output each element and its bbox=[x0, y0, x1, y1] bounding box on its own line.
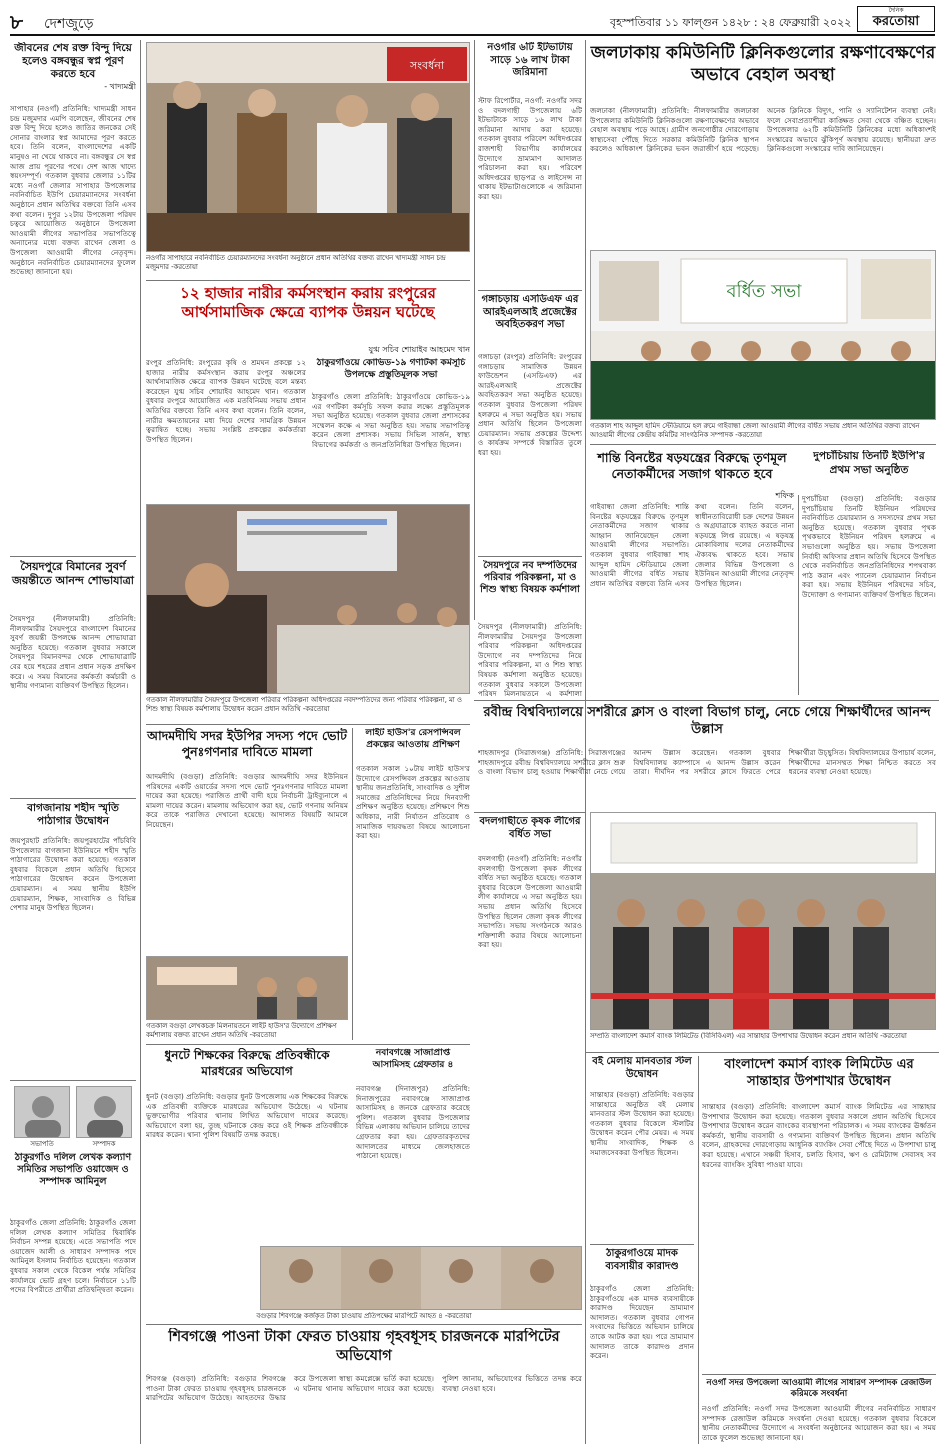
photo-bank-inauguration bbox=[590, 812, 936, 1030]
portrait-icon bbox=[15, 1087, 70, 1138]
photo-p2-caption: গতকাল নীলফামারীর সৈয়দপুরে উপজেলা পরিবার পরিকল্পনা অধিদপ্তরের নবদম্পতিদের জন্য পরিবার পরিকল্পনা, মা ও শিশু স্বাস্থ্য বিষয়ক কর্মশালায় উদ্বোধন করেন প্রধান অতিথি -করতোয়া bbox=[146, 696, 462, 713]
article-a11-headline: শান্তি বিনষ্টের ষড়যন্ত্রের বিরুদ্ধে তৃণমূল নেতাকর্মীদের সজাগ থাকতে হবে bbox=[597, 450, 787, 481]
article-a7-headline-box bbox=[478, 42, 582, 94]
article-a21-body: সান্তাহার (বগুড়া) প্রতিনিধি: বাংলাদেশ কমার্স ব্যাংক লিমিটেড এর সান্তাহার উপশাখার উদ্বোধন করা হয়েছে। গতকাল বুধবার সকালে প্রধান অতিথি হিসেবে উপশাখার উদ্বোধন করেন ব্যাংকের ব্যবস্থাপনা পরিচালক। এ সময় ব্যাংকের ঊর্ধ্বতন কর্মকর্তা, স্থানীয় ব্যবসায়ী ও গণ্যমান্য ব্যক্তিবর্গ উপস্থিত ছিলেন। প্রধান অতিথি বলেন, গ্রাহকদের দোরগোড়ায় আধুনিক ব্যাংকিং সেবা পৌঁছে দিতে এ উপশাখা চালু করা হয়েছে। এখানে সঞ্চয়ী হিসাব, চলতি হিসাব, ঋণ ও রেমিট্যান্স সেবাসহ সব ধরনের ব্যাংকিং সুবিধা পাওয়া যাবে। bbox=[702, 1102, 936, 1169]
article-a14-body: বদলগাছী (নওগাঁ) প্রতিনিধি: নওগাঁর বদলগাছী উপজেলা কৃষক লীগের বর্ধিত সভা অনুষ্ঠিত হয়েছে। গতকাল বুধবার বিকেলে উপজেলা আওয়ামী লীগ কার্যালয়ে এ সভা অনুষ্ঠিত হয়। সভায় প্রধান অতিথি হিসেবে উপস্থিত ছিলেন জেলা কৃষক লীগের সভাপতি। সভায় সংগঠনকে আরও শক্তিশালী করার বিষয়ে আলোচনা করা হয়। bbox=[478, 854, 582, 950]
article-a5-headline-box bbox=[146, 284, 470, 342]
article-a9-body: সৈয়দপুর (নীলফামারী) প্রতিনিধি: নীলফামারীর সৈয়দপুর উপজেলা পরিবার পরিকল্পনা অধিদপ্তরের উদ্যোগে নব দম্পতিদের নিয়ে পরিবার পরিকল্পনা, মা ও শিশু স্বাস্থ্য বিষয়ক কর্মশালা অনুষ্ঠিত হয়েছে। গতকাল বুধবার সকালে উপজেলা পরিষদ মিলনায়তনে এ কর্মশালা bbox=[478, 622, 582, 698]
photo-p3-caption: গতকাল বগুড়া লেখকচক্র মিলনায়তনে লাইট হাউস'র উদ্যোগে প্রশিক্ষণ কর্মশালায় বক্তব্য রাখেন প্রধান অতিথি -করতোয়া bbox=[146, 1022, 337, 1039]
article-a17-headline-box bbox=[146, 1048, 348, 1090]
article-a1-headline-box bbox=[10, 42, 136, 104]
article-a22-headline-box bbox=[590, 1248, 694, 1282]
article-a16-headline: লাইট হাউস'র রেসপন্সিবল প্রকল্পের আওতায় প্রশিক্ষণ bbox=[365, 728, 461, 750]
article-a23-headline: নওগাঁ সদর উপজেলা আওয়ামী লীগের সাধারণ সম্পাদক রেজাউল করিমকে সংবর্ধনা bbox=[706, 1378, 932, 1399]
article-a5-body: রংপুর প্রতিনিধি: রংপুরের কৃষি ও শ্রমঘন প্রকল্পে ১২ হাজার নারীর কর্মসংস্থান করায় রংপুর অঞ্চলের আর্থসামাজিক ক্ষেত্রে ব্যাপক উন্নয়ন ঘটেছে বলে মন্তব্য করেছেন যুগ্ম সচিব শোয়াইব আহমেদ খান। গতকাল বুধবার রংপুরে আয়োজিত এক মতবিনিময় সভায় প্রধান অতিথির বক্তব্যে তিনি এসব কথা বলেন। তিনি বলেন, নারীর ক্ষমতায়নের মধ্য দিয়ে দেশের সামগ্রিক উন্নয়ন ত্বরান্বিত হচ্ছে। সভায় সংশ্লিষ্ট প্রকল্পের কর্মকর্তারা উপস্থিত ছিলেন। bbox=[146, 358, 306, 444]
article-a2-headline: সৈয়দপুরে বিমানের সুবর্ণ জয়ন্তীতে আনন্দ শোভাযাত্রা bbox=[12, 560, 134, 587]
article-a2-headline-box bbox=[10, 560, 136, 612]
article-a22-body: ঠাকুরগাঁও জেলা প্রতিনিধি: ঠাকুরগাঁওয়ে এক মাদক ব্যবসায়ীকে কারাদণ্ড দিয়েছেন ভ্রাম্যমাণ আদালত। গতকাল বুধবার গোপন সংবাদের ভিত্তিতে অভিযান চালিয়ে তাকে আটক করা হয়। পরে ভ্রাম্যমাণ আদালত তাকে কারাদণ্ড প্রদান করেন। bbox=[590, 1284, 694, 1361]
article-a10-headline-box bbox=[590, 42, 936, 102]
article-a11-headline-box bbox=[590, 450, 794, 490]
article-a6-headline: ঠাকুরগাঁওয়ে কোভিড-১৯ গণটিকা কর্মসূচি উপলক্ষে প্রস্তুতিমূলক সভা bbox=[316, 358, 466, 380]
article-a16-body: গতকাল সকাল ১০টায় লাইট হাউস'র উদ্যোগে রেসপন্সিবল প্রকল্পের আওতায় স্থানীয় জনপ্রতিনিধি, সাংবাদিক ও সুশীল সমাজের প্রতিনিধিদের নিয়ে দিনব্যাপী প্রশিক্ষণ অনুষ্ঠিত হয়েছে। প্রশিক্ষণে শিশু অধিকার, নারী নির্যাতন প্রতিরোধ ও সামাজিক দায়বদ্ধতা বিষয়ে আলোচনা করা হয়। bbox=[356, 764, 470, 841]
event-banner-text: সংবর্ধনা bbox=[409, 59, 445, 72]
photo-caption-secretary: সম্পাদক bbox=[92, 1140, 116, 1148]
article-a5-headline: ১২ হাজার নারীর কর্মসংস্থান করায় রংপুরের আর্থসামাজিক ক্ষেত্রে ব্যাপক উন্নয়ন ঘটেছে bbox=[180, 284, 436, 321]
bank-photo-icon bbox=[591, 813, 936, 1030]
photo-extended-meeting bbox=[590, 250, 936, 420]
article-a9-headline: সৈয়দপুরে নব দম্পতিদের পরিবার পরিকল্পনা, মা ও শিশু স্বাস্থ্য বিষয়ক কর্মশালা bbox=[480, 560, 580, 595]
article-a18-headline-box bbox=[356, 1048, 470, 1082]
photo-p6-caption: সম্প্রতি বাংলাদেশ কমার্স ব্যাংক লিমিটেড (বিসিবিএল) এর সান্তাহার উপশাখার উদ্বোধন করেন প্রধান অতিথি -করতোয়া bbox=[590, 1032, 907, 1040]
newspaper-logo bbox=[857, 6, 935, 32]
photo-lighthouse-training bbox=[146, 956, 348, 1020]
article-a3-body: জয়পুরহাট প্রতিনিধি: জয়পুরহাটের পাঁচবিবি উপজেলার বাগজানা ইউনিয়নে শহীদ স্মৃতি পাঠাগারের উদ্বোধন করা হয়েছে। গতকাল বুধবার বিকেলে প্রধান অতিথি হিসেবে পাঠাগারের উদ্বোধন করেন উপজেলা চেয়ারম্যান। এ সময় স্থানীয় ইউপি চেয়ারম্যান, শিক্ষক, সাংবাদিক ও বিভিন্ন পেশার মানুষ উপস্থিত ছিলেন। bbox=[10, 836, 136, 913]
article-a14-headline-box bbox=[478, 816, 582, 852]
article-a9-headline-box bbox=[478, 560, 582, 620]
article-a1-sub: - খাদ্যমন্ত্রী bbox=[104, 82, 136, 91]
photo-p4-caption: বগুড়ার শিবগঞ্জে কর্জকৃত টাকা চাওয়ায় প্রতিপক্ষের মারপিটে আহত ৪ -করতোয়া bbox=[256, 1312, 472, 1320]
article-a13-headline-box bbox=[478, 704, 936, 746]
article-a13-body: শাহজাদপুর (সিরাজগঞ্জ) প্রতিনিধি: সিরাজগঞ্জের শাহজাদপুরে রবীন্দ্র বিশ্ববিদ্যালয়ে সশরীরে ক্লাস শুরু ও বাংলা বিভাগ চালু হওয়ায় শিক্ষার্থীরা নেচে গেয়ে আনন্দ উল্লাস করেছেন। গতকাল বুধবার বিশ্ববিদ্যালয় ক্যাম্পাসে এ আনন্দ উল্লাস করেন তারা। দীর্ঘদিন পর সশরীরে ক্লাসে ফিরতে পেরে শিক্ষার্থীরা উচ্ছ্বসিত। বিশ্ববিদ্যালয়ের উপাচার্য বলেন, শিক্ষার্থীদের মানসম্মত শিক্ষা নিশ্চিত করতে সব ধরনের ব্যবস্থা নেওয়া হয়েছে। bbox=[478, 748, 936, 777]
section-name: দেশজুড়ে bbox=[44, 16, 94, 32]
article-a18-headline: নবাবগঞ্জে সাজাপ্রাপ্ত আসামিসহ গ্রেফতার ৪ bbox=[372, 1048, 454, 1070]
article-a13-headline: রবীন্দ্র বিশ্ববিদ্যালয়ে সশরীরে ক্লাস ও বাংলা বিভাগ চালু, নেচে গেয়ে শিক্ষার্থীদের আনন্দ উল্লাস bbox=[483, 705, 931, 737]
article-a14-headline: বদলগাছীতে কৃষক লীগের বর্ধিত সভা bbox=[479, 816, 581, 840]
article-a12-headline: দুপচাঁচিয়ায় তিনটি ইউপি'র প্রথম সভা অনুষ্ঠিত bbox=[813, 450, 925, 476]
article-a15-headline-box bbox=[146, 728, 348, 770]
workshop-photo-icon bbox=[147, 505, 470, 694]
article-a3-headline-box bbox=[10, 802, 136, 834]
article-a7-headline: নওগাঁর ৬টি ইটভাটায় সাড়ে ১৬ লাখ টাকা জরিমানা bbox=[487, 42, 573, 78]
article-a7-body: স্টাফ রিপোর্টার, নওগাঁ: নওগাঁর সদর ও বদলগাছী উপজেলায় ৬টি ইটভাটাকে সাড়ে ১৬ লাখ টাকা জরিমানা আদায় করা হয়েছে। গতকাল বুধবার পরিবেশ অধিদপ্তরের রাজশাহী বিভাগীয় কার্যালয়ের উদ্যোগে ভ্রাম্যমাণ আদালত পরিচালনা করা হয়। পরিবেশ অধিদপ্তরের ছাড়পত্র ও লাইসেন্স না থাকায় ইটভাটাগুলোকে এ জরিমানা করা হয়। bbox=[478, 96, 582, 201]
article-a10-headline: জলঢাকায় কমিউনিটি ক্লিনিকগুলোর রক্ষণাবেক্ষণের অভাবে বেহাল অবস্থা bbox=[590, 43, 936, 85]
article-a18-body: নবাবগঞ্জ (দিনাজপুর) প্রতিনিধি: দিনাজপুরের নবাবগঞ্জে সাজাপ্রাপ্ত আসামিসহ ৪ জনকে গ্রেফতার করেছে পুলিশ। গতকাল বুধবার উপজেলার বিভিন্ন এলাকায় অভিযান চালিয়ে তাদের গ্রেফতার করা হয়। গ্রেফতারকৃতদের আদালতের মাধ্যমে জেলহাজতে পাঠানো হয়েছে। bbox=[356, 1084, 470, 1161]
article-a1-body: সাপাহার (নওগাঁ) প্রতিনিধি: খাদ্যমন্ত্রী সাধন চন্দ্র মজুমদার এমপি বলেছেন, জীবনের শেষ রক্ত বিন্দু দিয়ে হলেও জাতির জনকের সেই সোনার বাংলার স্বপ্ন আমাদের পূরণ করতে হবে। তিনি বলেন, বাংলাদেশের একটি মানুষও না খেয়ে থাকবে না। বঙ্গবন্ধুর সে স্বপ্ন আজ প্রায় পূরণের পথে। দেশ আজ খাদ্যে স্বয়ংসম্পূর্ণ। গতকাল বুধবার জেলার ১১টির মধ্যে নওগাঁ জেলার সাপাহার উপজেলার নবনির্বাচিত ইউপি চেয়ারম্যানদের সংবর্ধনা অনুষ্ঠানে প্রধান অতিথির বক্তব্যে তিনি এসব কথা বলেন। দুপুর ১২টায় উপজেলা পরিষদ চত্বরে আয়োজিত অনুষ্ঠানে উপজেলা আওয়ামী লীগের সভাপতির সভাপতিত্বে অন্যান্যের মধ্যে বক্তব্য রাখেন জেলা ও উপজেলা আওয়ামী লীগের নেতৃবৃন্দ। অনুষ্ঠানে নবনির্বাচিত চেয়ারম্যানদের ফুলেল শুভেচ্ছা জানানো হয়। bbox=[10, 104, 136, 277]
article-a8-headline: গঙ্গাচড়ায় এসডিএফ এর আরইএলআই প্রজেক্টের অবহিতকরণ সভা bbox=[481, 294, 579, 330]
portrait-icon bbox=[77, 1087, 132, 1138]
article-a6-body: ঠাকুরগাঁও জেলা প্রতিনিধি: ঠাকুরগাঁওয়ে কোভিড-১৯ এর গণটিকা কর্মসূচি সফল করার লক্ষ্যে প্রস্তুতিমূলক সভা অনুষ্ঠিত হয়েছে। গতকাল বুধবার জেলা প্রশাসকের সম্মেলন কক্ষে এ সভা অনুষ্ঠিত হয়। সভায় সভাপতিত্ব করেন জেলা প্রশাসক। সভায় সিভিল সার্জন, স্বাস্থ্য বিভাগের কর্মকর্তা ও জনপ্রতিনিধিরা উপস্থিত ছিলেন। bbox=[312, 392, 470, 449]
article-a10-body: জলঢাকা (নীলফামারী) প্রতিনিধি: নীলফামারীর জলঢাকা উপজেলার কমিউনিটি ক্লিনিকগুলো রক্ষণাবেক্ষণের অভাবে বেহাল অবস্থায় পড়ে আছে। গ্রামীণ জনগোষ্ঠীর দোরগোড়ায় স্বাস্থ্যসেবা পৌঁছে দিতে সরকার কমিউনিটি ক্লিনিক স্থাপন করলেও অধিকাংশ ক্লিনিকের ভবন জরাজীর্ণ হয়ে পড়েছে। অনেক ক্লিনিকে বিদ্যুৎ, পানি ও স্যানিটেশন ব্যবস্থা নেই। ফলে সেবাপ্রত্যাশীরা কাঙ্ক্ষিত সেবা থেকে বঞ্চিত হচ্ছেন। উপজেলার ৬২টি কমিউনিটি ক্লিনিকের মধ্যে অধিকাংশই সংস্কারের অভাবে ঝুঁকিপূর্ণ অবস্থায় রয়েছে। স্থানীয়রা দ্রুত ক্লিনিকগুলো সংস্কারের দাবি জানিয়েছেন। bbox=[590, 106, 936, 154]
article-a17-headline: ধুনটে শিক্ষকের বিরুদ্ধে প্রতিবন্ধীকে মারধরের অভিযোগ bbox=[164, 1048, 330, 1078]
article-a3-headline: বাগজানায় শহীদ স্মৃতি পাঠাগার উদ্বোধন bbox=[27, 802, 119, 827]
article-a8-body: গঙ্গাচড়া (রংপুর) প্রতিনিধি: রংপুরের গঙ্গাচড়ায় সামাজিক উন্নয়ন ফাউন্ডেশন (এসডিএফ) এর আরইএলআই প্রজেক্টের অবহিতকরণ সভা অনুষ্ঠিত হয়েছে। গতকাল বুধবার উপজেলা পরিষদ হলরুমে এ সভা অনুষ্ঠিত হয়। সভায় প্রধান অতিথি ছিলেন উপজেলা চেয়ারম্যান। সভায় প্রকল্পের উদ্দেশ্য ও কার্যক্রম সম্পর্কে বিস্তারিত তুলে ধরা হয়। bbox=[478, 352, 582, 457]
article-a4-headline-box bbox=[10, 1152, 136, 1216]
article-a22-headline: ঠাকুরগাঁওয়ে মাদক ব্যবসায়ীর কারাদণ্ড bbox=[605, 1248, 679, 1272]
article-a20-body: সান্তাহার (বগুড়া) প্রতিনিধি: বগুড়ার সান্তাহারে অনুষ্ঠিত বই মেলায় মানবতার স্টল উদ্বোধন করা হয়েছে। গতকাল বুধবার বিকেলে স্টলটির উদ্বোধন করেন পৌর মেয়র। এ সময় স্থানীয় সাংবাদিক, শিক্ষক ও সমাজসেবকরা উপস্থিত ছিলেন। bbox=[590, 1090, 694, 1157]
photo-workshop bbox=[146, 504, 470, 694]
training-photo-icon bbox=[147, 957, 348, 1020]
logo-big: করতোয়া bbox=[872, 14, 920, 29]
page-number: ৮ bbox=[10, 10, 23, 34]
injured-photo-icon bbox=[261, 1247, 582, 1310]
article-a15-headline: আদমদীঘি সদর ইউপির সদস্য পদে ভোট পুনঃগণনার দাবিতে মামলা bbox=[147, 728, 347, 759]
article-a19-headline-box bbox=[146, 1328, 582, 1372]
article-a4-headline: ঠাকুরগাঁও দলিল লেখক কল্যাণ সমিতির সভাপতি ওয়াজেদ ও সম্পাদক আমিনুল bbox=[14, 1152, 132, 1187]
article-a19-headline: শিবগঞ্জে পাওনা টাকা ফেরত চাওয়ায় গৃহবধূসহ চারজনকে মারপিটের অভিযোগ bbox=[168, 1329, 560, 1364]
article-a20-headline: বই মেলায় মানবতার স্টল উদ্বোধন bbox=[592, 1056, 692, 1080]
photo-shibganj-injured bbox=[260, 1246, 582, 1310]
issue-date: বৃহস্পতিবার ১১ ফাল্গুন ১৪২৮ : ২৪ ফেব্রুয়ারী ২০২২ bbox=[610, 16, 852, 29]
article-a8-headline-box bbox=[478, 294, 582, 350]
article-a11-body: গাইবান্ধা জেলা প্রতিনিধি: শান্তি বিনষ্টের ষড়যন্ত্রের বিরুদ্ধে তৃণমূল নেতাকর্মীদের সজাগ থাকার আহ্বান জানিয়েছেন জেলা আওয়ামী লীগের সভাপতি। গতকাল বুধবার গাইবান্ধা শাহ আব্দুল হামিদ স্টেডিয়ামে জেলা আওয়ামী লীগের বর্ধিত সভায় প্রধান অতিথির বক্তব্যে তিনি এসব কথা বলেন। তিনি বলেন, স্বাধীনতাবিরোধী চক্র দেশের উন্নয়ন ও অগ্রযাত্রাকে ব্যাহত করতে নানা ষড়যন্ত্রে লিপ্ত রয়েছে। এ ষড়যন্ত্র মোকাবিলায় দলের নেতাকর্মীদের ঐক্যবদ্ধ থাকতে হবে। সভায় জেলার বিভিন্ন উপজেলা ও ইউনিয়ন আওয়ামী লীগের নেতৃবৃন্দ উপস্থিত ছিলেন। bbox=[590, 502, 794, 588]
article-a16-headline-box bbox=[356, 728, 470, 762]
article-a12-headline-box bbox=[802, 450, 936, 492]
article-a11-sub: শফিক bbox=[775, 491, 794, 500]
photo-president bbox=[14, 1086, 70, 1138]
article-a5-sub: যুগ্ম সচিব শোয়াইব আহমেদ খান bbox=[368, 345, 470, 354]
article-a23-body: নওগাঁ প্রতিনিধি: নওগাঁ সদর উপজেলা আওয়ামী লীগের নবনির্বাচিত সাধারণ সম্পাদক রেজাউল করিমকে সংবর্ধনা দেওয়া হয়েছে। গতকাল বুধবার বিকেলে স্থানীয় নেতাকর্মীদের উদ্যোগে এ সংবর্ধনা অনুষ্ঠানের আয়োজন করা হয়। এ সময় তাকে ফুলেল শুভেচ্ছা জানানো হয়। bbox=[702, 1404, 936, 1442]
event-photo-icon bbox=[147, 43, 470, 252]
photo-p5-caption: গতকাল শাহ আব্দুল হামিদ স্টেডিয়ামে হল রুমে গাইবান্ধা জেলা আওয়ামী লীগের বর্ধিত সভায় প্রধান অতিথির বক্তব্য রাখেন আওয়ামী লীগের কেন্দ্রীয় কমিটির সাংগঠনিক সম্পাদক -করতোয়া bbox=[590, 422, 920, 439]
article-a17-body: ধুনট (বগুড়া) প্রতিনিধি: বগুড়ার ধুনট উপজেলায় এক শিক্ষকের বিরুদ্ধে এক প্রতিবন্ধী ব্যক্তিকে মারধরের অভিযোগ উঠেছে। এ ঘটনায় ভুক্তভোগীর পরিবার থানায় লিখিত অভিযোগ দায়ের করেছে। অভিযোগে বলা হয়, তুচ্ছ ঘটনাকে কেন্দ্র করে ওই শিক্ষক প্রতিবন্ধীকে মারধর করেন। থানা পুলিশ বিষয়টি তদন্ত করছে। bbox=[146, 1092, 348, 1140]
page-header bbox=[10, 6, 935, 36]
meeting-photo-icon bbox=[591, 251, 936, 420]
article-a1-headline: জীবনের শেষ রক্ত বিন্দু দিয়ে হলেও বঙ্গবন্ধুর স্বপ্ন পূরণ করতে হবে bbox=[14, 42, 132, 80]
article-a21-headline: বাংলাদেশ কমার্স ব্যাংক লিমিটেড এর সান্তাহার উপশাখার উদ্বোধন bbox=[724, 1057, 914, 1089]
photo-secretary bbox=[76, 1086, 132, 1138]
article-a23-headline-box bbox=[702, 1378, 936, 1402]
article-a15-body: আদমদীঘি (বগুড়া) প্রতিনিধি: বগুড়ার আদমদীঘি সদর ইউনিয়ন পরিষদের একটি ওয়ার্ডের সদস্য পদে ভোট পুনঃগণনার দাবিতে মামলা দায়ের করা হয়েছে। পরাজিত প্রার্থী বাদী হয়ে নির্বাচনী ট্রাইব্যুনালে এ মামলা দায়ের করেন। মামলায় অভিযোগ করা হয়, ভোট গণনায় অনিয়ম করে তাকে পরাজিত দেখানো হয়েছে। আদালত বিষয়টি আমলে নিয়েছেন। bbox=[146, 772, 348, 829]
photo-p1-caption: নওগাঁর সাপাহারে নবনির্বাচিত চেয়ারম্যানদের সংবর্ধনা অনুষ্ঠানে প্রধান অতিথির বক্তব্য রাখেন খাদ্যমন্ত্রী সাধন চন্দ্র মজুমদার -করতোয়া bbox=[146, 254, 446, 271]
article-a6-headline-box bbox=[312, 358, 470, 390]
article-a4-body: ঠাকুরগাঁও জেলা প্রতিনিধি: ঠাকুরগাঁও জেলা দলিল লেখক কল্যাণ সমিতির দ্বিবার্ষিক নির্বাচন সম্পন্ন হয়েছে। এতে সভাপতি পদে ওয়াজেদ আলী ও সাধারণ সম্পাদক পদে আমিনুল ইসলাম নির্বাচিত হয়েছেন। গতকাল বুধবার সকাল থেকে বিকেল পর্যন্ত সমিতির কার্যালয়ে ভোট গ্রহণ চলে। নির্বাচনে ১১টি পদের বিপরীতে প্রার্থীরা প্রতিদ্বন্দ্বিতা করেন। bbox=[10, 1218, 136, 1295]
article-a2-body: সৈয়দপুর (নীলফামারী) প্রতিনিধি: নীলফামারীর সৈয়দপুরে বাংলাদেশ বিমানের সুবর্ণ জয়ন্তী উপলক্ষে আনন্দ শোভাযাত্রা অনুষ্ঠিত হয়েছে। গতকাল বুধবার সকালে সৈয়দপুর বিমানবন্দর থেকে শোভাযাত্রাটি বের হয়ে শহরের প্রধান প্রধান সড়ক প্রদক্ষিণ করে। এ সময় বিমানের কর্মকর্তা কর্মচারী ও স্থানীয় গণ্যমান্য ব্যক্তিবর্গ উপস্থিত ছিলেন। bbox=[10, 614, 136, 691]
article-a12-body: দুপচাঁচিয়া (বগুড়া) প্রতিনিধি: বগুড়ার দুপচাঁচিয়ায় তিনটি ইউনিয়ন পরিষদের নবনির্বাচিত চেয়ারম্যান ও সদস্যদের প্রথম সভা অনুষ্ঠিত হয়েছে। গতকাল বুধবার পৃথক পৃথকভাবে ইউনিয়ন পরিষদ হলরুমে এ সভাগুলো অনুষ্ঠিত হয়। সভায় উপজেলা নির্বাহী অফিসার প্রধান অতিথি হিসেবে উপস্থিত থেকে নবনির্বাচিত জনপ্রতিনিধিদের শপথবাক্য পাঠ করান এবং প্যানেল চেয়ারম্যান নির্বাচন করা হয়। সভায় ইউনিয়ন পরিষদের সচিব, উদ্যোক্তা ও গণ্যমান্য ব্যক্তিবর্গ উপস্থিত ছিলেন। bbox=[802, 494, 936, 599]
photo-reception-event bbox=[146, 42, 470, 252]
logo-small: দৈনিক bbox=[888, 7, 904, 14]
photo-caption-president: সভাপতি bbox=[30, 1140, 54, 1148]
article-a21-headline-box bbox=[702, 1056, 936, 1100]
meeting-banner-text: বর্ধিত সভা bbox=[726, 281, 802, 302]
article-a19-body: শিবগঞ্জ (বগুড়া) প্রতিনিধি: বগুড়ার শিবগঞ্জে পাওনা টাকা ফেরত চাওয়ায় গৃহবধূসহ চারজনকে মারপিটের অভিযোগ উঠেছে। আহতদের উদ্ধার করে উপজেলা স্বাস্থ্য কমপ্লেক্সে ভর্তি করা হয়েছে। এ ঘটনায় থানায় অভিযোগ দায়ের করা হয়েছে। পুলিশ জানায়, অভিযোগের ভিত্তিতে তদন্ত করে ব্যবস্থা নেওয়া হবে। bbox=[146, 1374, 582, 1403]
article-a20-headline-box bbox=[590, 1056, 694, 1088]
